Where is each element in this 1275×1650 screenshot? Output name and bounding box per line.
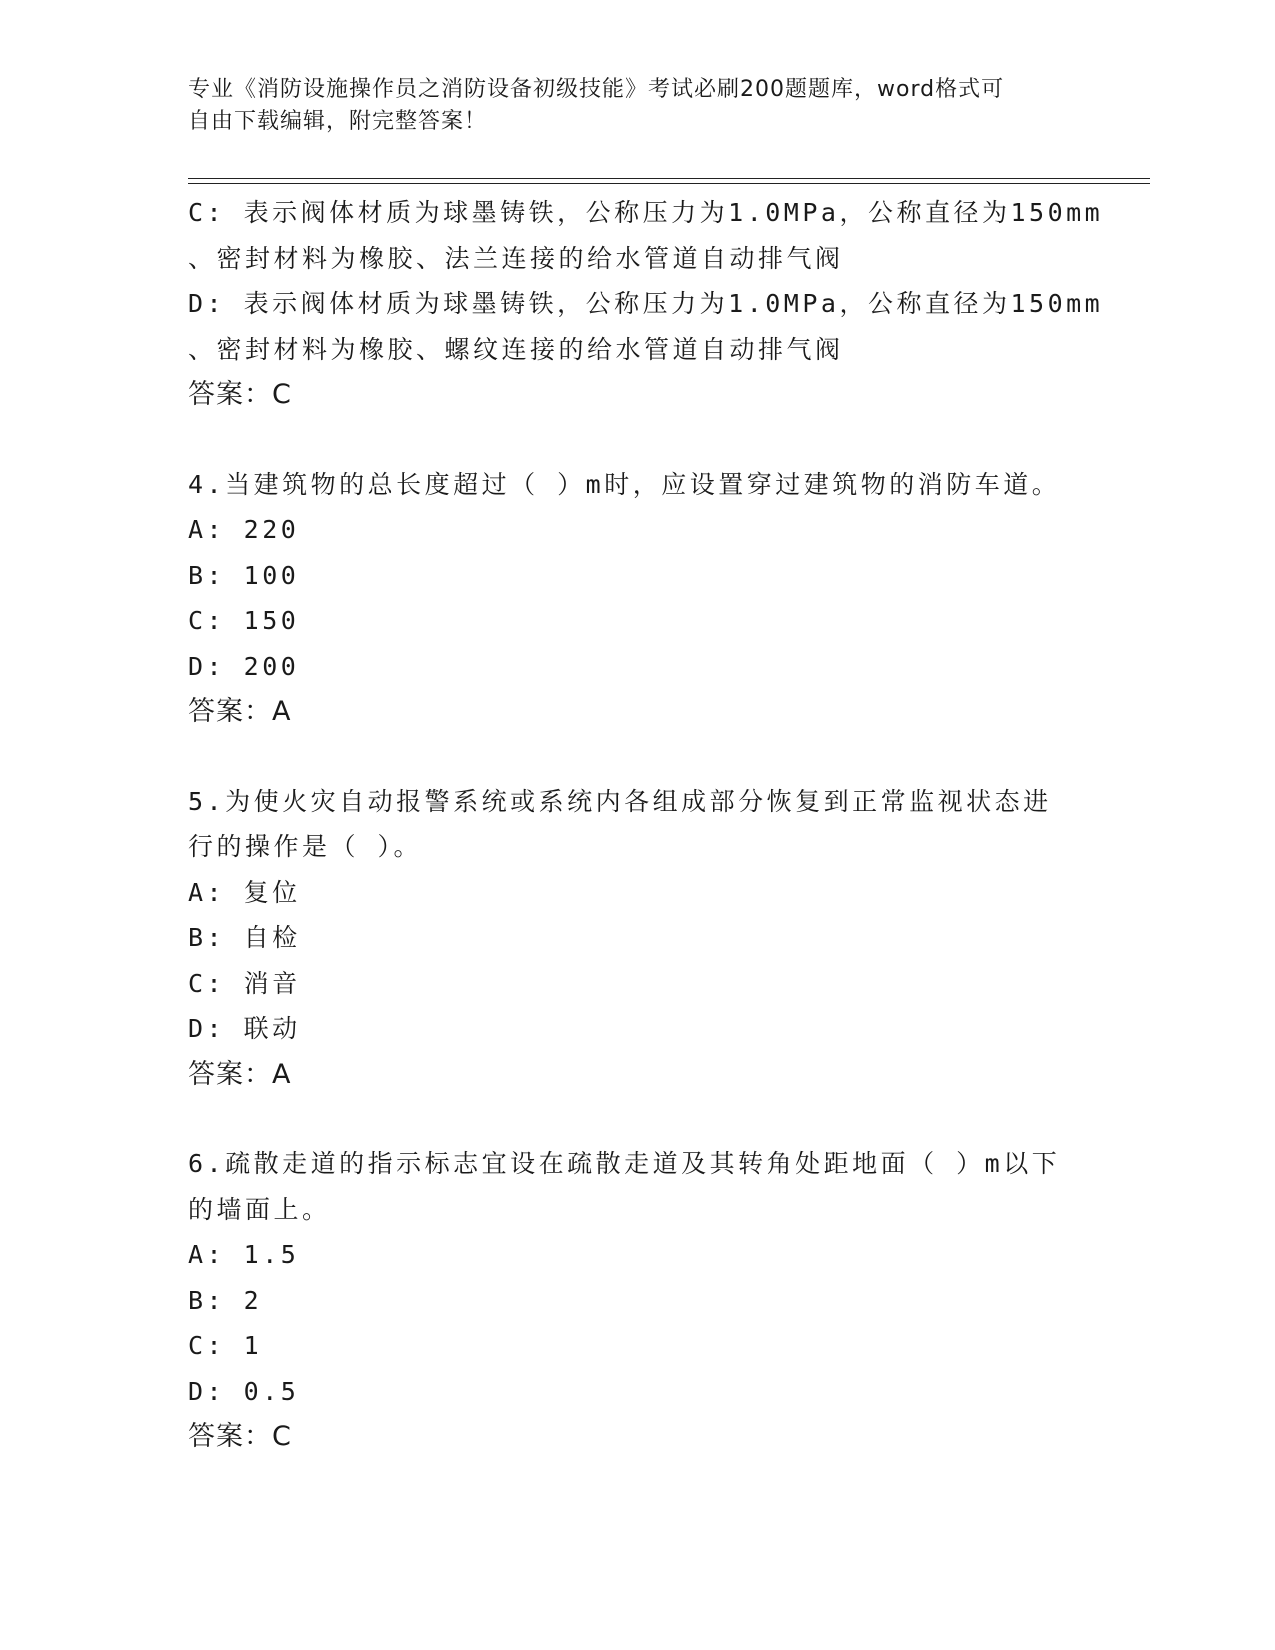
option-b: B: 100 bbox=[188, 560, 300, 590]
option-a: A: 复位 bbox=[188, 877, 301, 907]
question-stem-line-1: 6.疏散走道的指示标志宜设在疏散走道及其转角处距地面（ ）m以下 bbox=[188, 1149, 1061, 1178]
answer-line: 答案：C bbox=[188, 379, 292, 410]
option-c-line-1: C: 表示阀体材质为球墨铸铁，公称压力为1.0MPa，公称直径为150mm bbox=[188, 198, 1104, 227]
question-list bbox=[188, 190, 1104, 1460]
option-d: D: 200 bbox=[188, 651, 300, 681]
option-d: D: 联动 bbox=[188, 1014, 301, 1043]
option-c-line-2: 、密封材料为橡胶、法兰连接的给水管道自动排气阀 bbox=[188, 243, 844, 273]
option-c: C: 消音 bbox=[188, 968, 301, 998]
spacer bbox=[188, 418, 1088, 462]
answer-line: 答案：A bbox=[188, 1058, 292, 1090]
spacer bbox=[188, 735, 1088, 779]
header-divider-top bbox=[188, 178, 1150, 179]
header-title-line-2: 自由下载编辑，附完整答案！ bbox=[188, 109, 488, 134]
answer-line: 答案：A bbox=[188, 696, 292, 727]
question-stem-line-2: 的墙面上。 bbox=[188, 1194, 331, 1224]
option-d: D: 0.5 bbox=[188, 1376, 300, 1406]
question-3-tail bbox=[188, 190, 1104, 418]
option-a: A: 1.5 bbox=[188, 1240, 300, 1269]
option-b: B: 自检 bbox=[188, 923, 301, 952]
question-stem-line-2: 行的操作是（ ）。 bbox=[188, 832, 423, 861]
option-d-line-2: 、密封材料为橡胶、螺纹连接的给水管道自动排气阀 bbox=[188, 334, 844, 364]
option-a: A: 220 bbox=[188, 515, 300, 544]
answer-line: 答案：C bbox=[188, 1421, 292, 1452]
option-d-line-1: D: 表示阀体材质为球墨铸铁，公称压力为1.0MPa，公称直径为150mm bbox=[188, 289, 1104, 318]
option-c: C: 150 bbox=[188, 606, 300, 635]
question-stem-line-1: 5.为使火灾自动报警系统或系统内各组成部分恢复到正常监视状态进 bbox=[188, 786, 1052, 816]
question-6 bbox=[188, 1141, 1088, 1460]
document-header bbox=[188, 74, 1088, 138]
option-c: C: 1 bbox=[188, 1331, 263, 1360]
option-b: B: 2 bbox=[188, 1285, 263, 1315]
question-4 bbox=[188, 462, 1088, 735]
question-stem: 4.当建筑物的总长度超过（ ）m时，应设置穿过建筑物的消防车道。 bbox=[188, 469, 1061, 499]
spacer bbox=[188, 1097, 1088, 1141]
question-5 bbox=[188, 779, 1088, 1098]
header-title-line-1: 专业《消防设施操作员之消防设备初级技能》考试必刷200题题库，word格式可 bbox=[188, 77, 1005, 102]
header-divider-bottom bbox=[188, 183, 1150, 184]
